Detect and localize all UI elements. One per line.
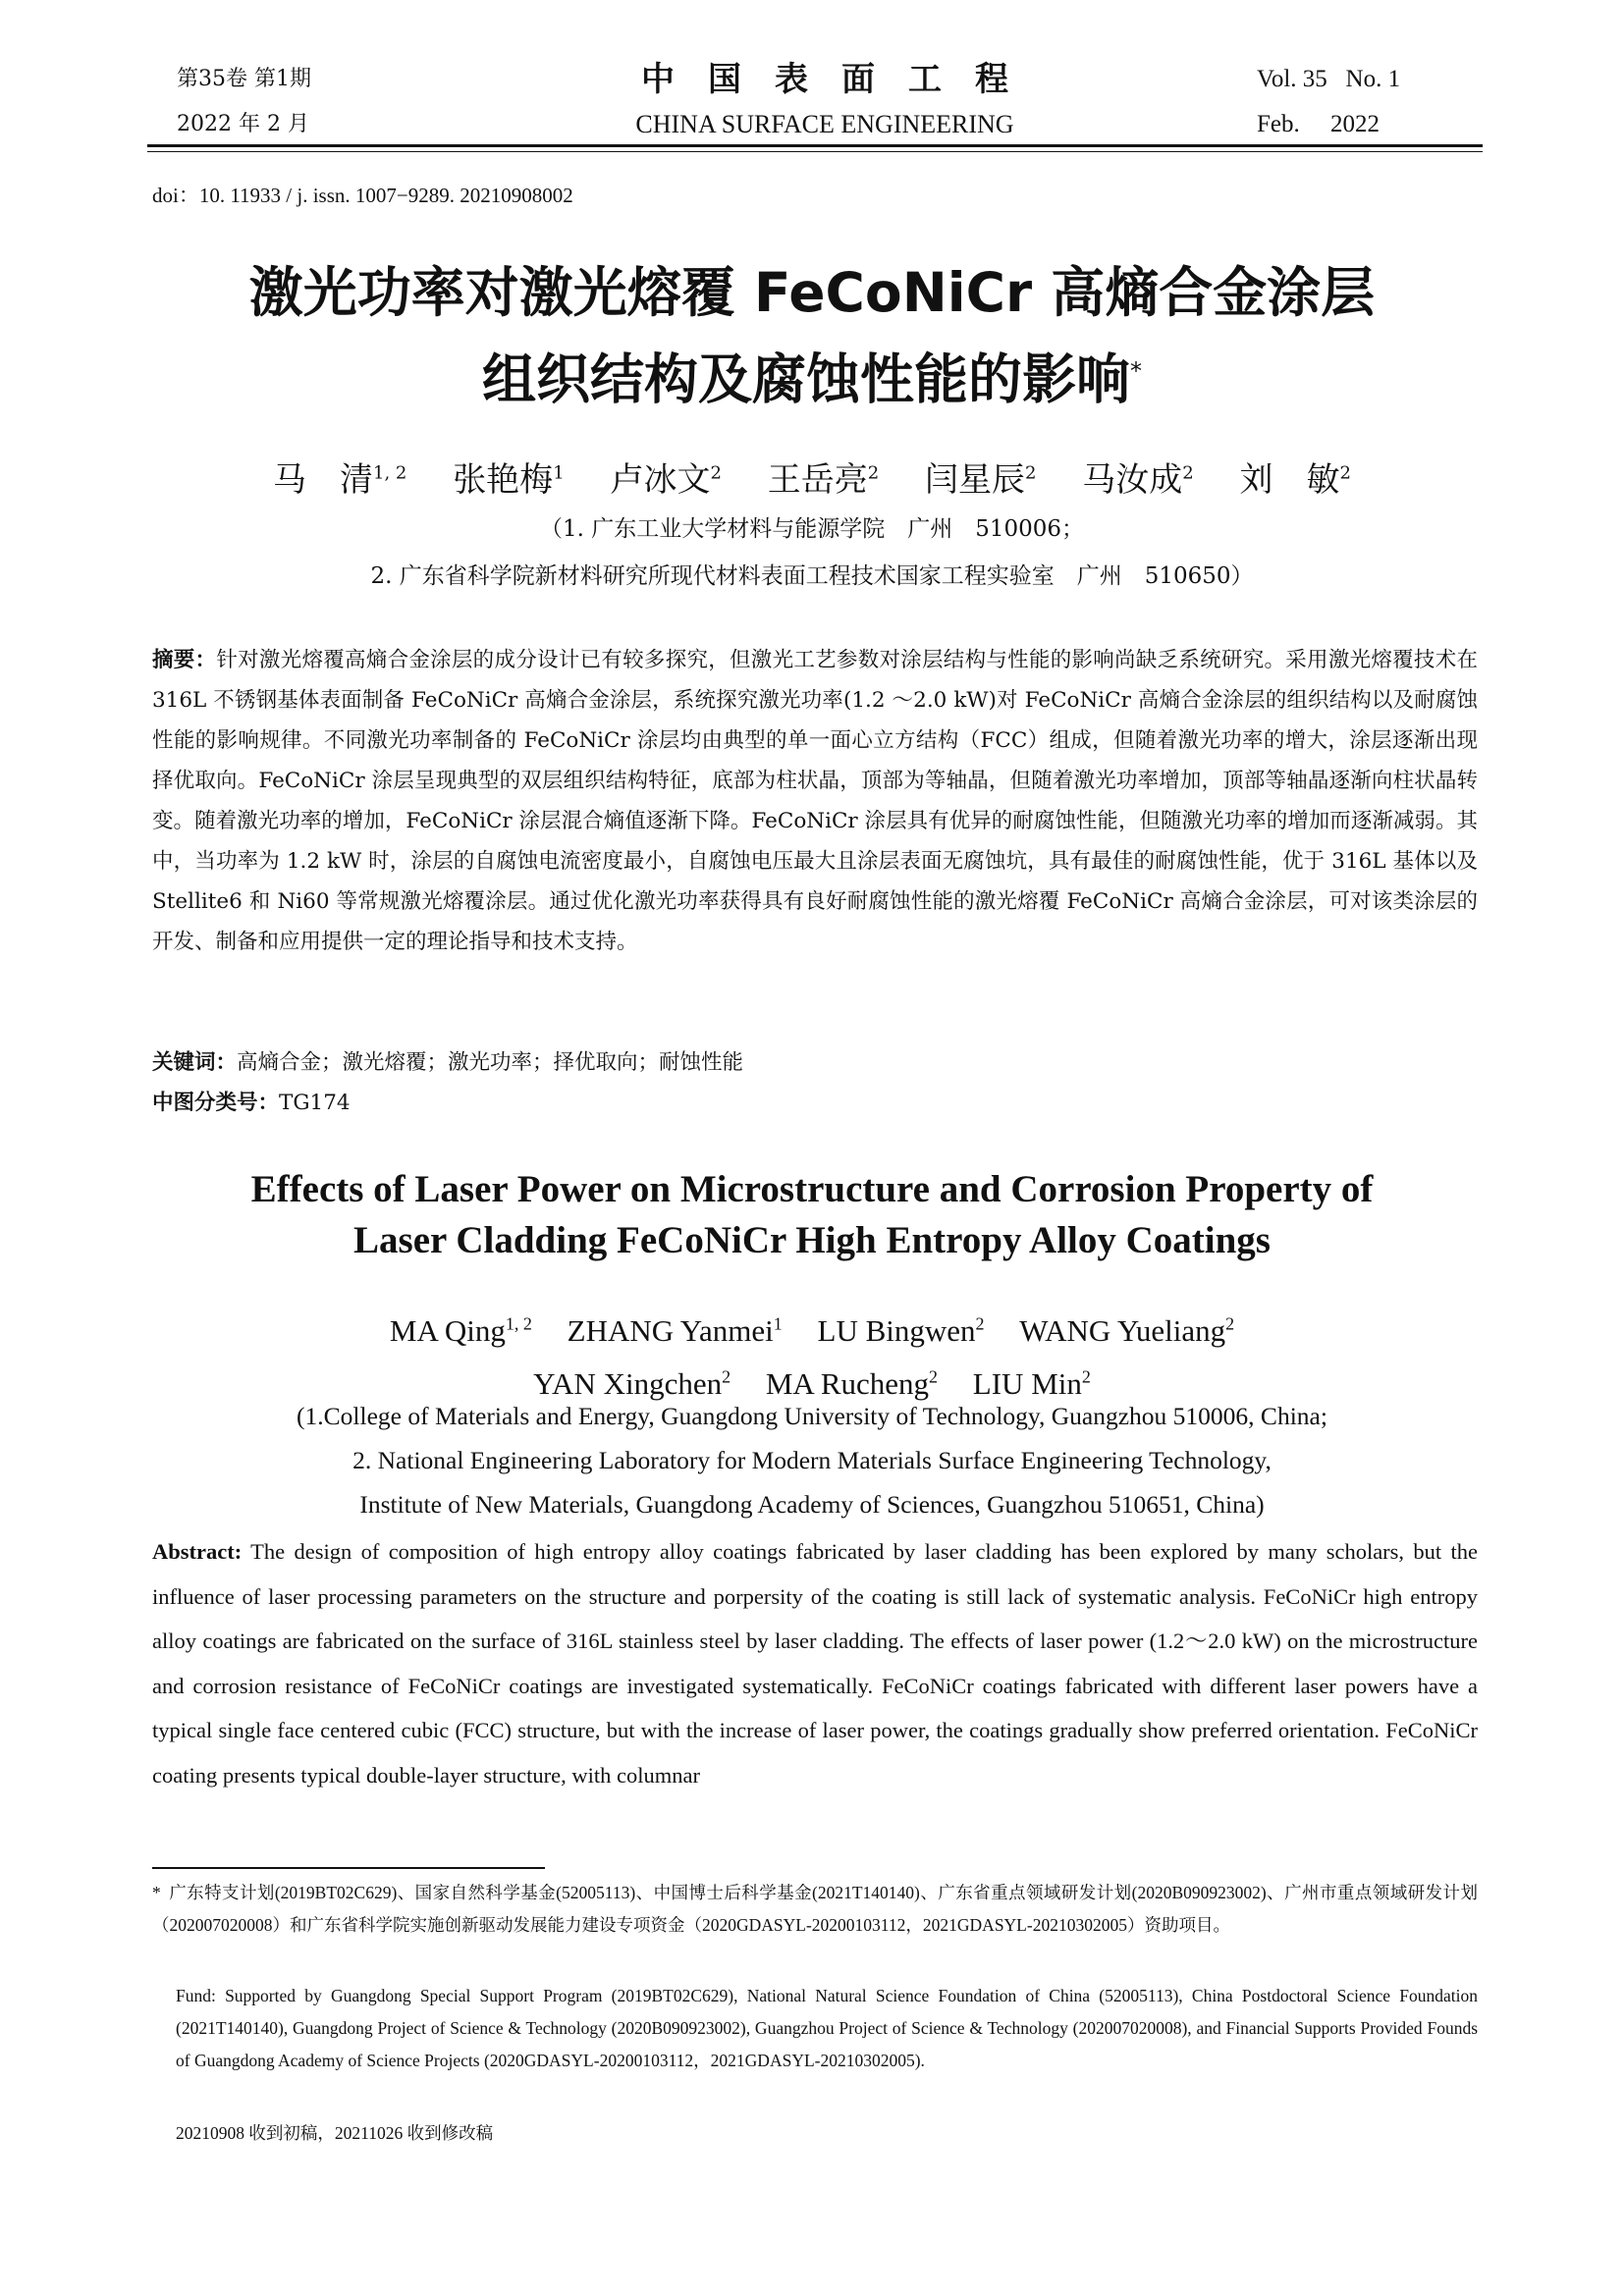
footnote-funding-cn-text: 广东特支计划(2019BT02C629)、国家自然科学基金(52005113)、中国博士后科学基金(2021T140140)、广东省重点领域研发计划(2020B090923002)、广州市重点领域研发计划（202007020008）和广东省科学院实施创新驱动发展能力建设专项资金（2020GDASYL-20200103112，2021GDASYL-20210302005）资助项目。	[152, 1883, 1478, 1935]
footnote-funding-cn	[152, 1877, 1478, 1942]
author-en: LU Bingwen$^2$	[817, 1313, 985, 1349]
affiliations-en	[98, 1394, 1526, 1526]
footnote-rule	[152, 1867, 545, 1869]
title-cn	[98, 253, 1526, 418]
header-date-cn: 2022 年 2 月	[177, 112, 309, 136]
author-cn: 卢冰文$^2$	[610, 460, 722, 501]
affiliation-en-1: (1.College of Materials and Energy, Guangdong University of Technology, Guangzhou 510006, China;	[297, 1402, 1327, 1430]
author-cn: 张艳梅$^1$	[453, 460, 565, 501]
title-en-line2: Laser Cladding FeCoNiCr High Entropy Alloy Coatings	[353, 1219, 1271, 1261]
affiliation-en-3: Institute of New Materials, Guangdong Academy of Sciences, Guangzhou 510651, China)	[359, 1490, 1265, 1519]
doi: doi：10. 11933 / j. issn. 1007−9289. 20210908002	[152, 184, 573, 207]
abstract-en-text: The design of composition of high entropy alloy coatings fabricated by laser cladding has been explored by many scholars, but the influence of laser processing parameters on the structure and porpersity of the coating is still lack of systematic analysis. FeCoNiCr high entropy alloy coatings are fabricated on the surface of 316L stainless steel by laser cladding. The effects of laser power (1.2～2.0 kW) on the microstructure and corrosion resistance of FeCoNiCr coatings are investigated systematically. FeCoNiCr coatings fabricated with different laser powers have a typical single face centered cubic (FCC) structure, but with the increase of laser power, the coatings gradually show preferred orientation. FeCoNiCr coating presents typical double-layer structure, with columnar	[152, 1539, 1478, 1788]
classification-cn-text: TG174	[279, 1091, 351, 1115]
title-footnote-mark: *	[1130, 357, 1142, 385]
abstract-cn	[152, 640, 1478, 962]
author-en: MA Rucheng$^2$	[765, 1365, 939, 1401]
authors-cn	[98, 450, 1526, 505]
authors-en	[98, 1302, 1526, 1407]
author-cn: 马 清$^{1, 2}$	[273, 460, 407, 501]
header-volume	[1257, 57, 1463, 147]
header-rule-thick	[147, 144, 1483, 147]
title-cn-line2	[98, 332, 1526, 418]
author-cn: 马汝成$^2$	[1082, 460, 1194, 501]
keywords-cn	[152, 1042, 1478, 1083]
header-journal	[550, 57, 1100, 147]
authors-en-line1	[98, 1302, 1526, 1354]
abstract-cn-label: 摘要：	[152, 648, 217, 672]
header-volume-issue-en: Vol. 35 No. 1	[1257, 66, 1401, 92]
keywords-cn-text: 高熵合金；激光熔覆；激光功率；择优取向；耐蚀性能	[237, 1050, 744, 1075]
abstract-en-label: Abstract:	[152, 1539, 243, 1564]
title-cn-line2-text: 组织结构及腐蚀性能的影响	[481, 347, 1130, 411]
header-rule-thin	[147, 151, 1483, 152]
title-en-line1: Effects of Laser Power on Microstructure and Corrosion Property of	[250, 1168, 1374, 1210]
journal-name-cn: 中国表面工程	[641, 60, 1042, 99]
affiliation-cn-2: 2. 广东省科学院新材料研究所现代材料表面工程技术国家工程实验室 广州 510650）	[370, 563, 1254, 589]
author-en: LIU Min$^2$	[972, 1365, 1091, 1401]
title-cn-line1: 激光功率对激光熔覆 FeCoNiCr 高熵合金涂层	[248, 261, 1376, 324]
footnote-star: *	[152, 1883, 161, 1902]
footnote-funding-en: Fund: Supported by Guangdong Special Support Program (2019BT02C629), National Natural Science Foundation of China (52005113), China Postdoctoral Science Foundation (2021T140140), Guangdong Project of Science & Technology (2020B090923002), Guangzhou Project of Science & Technology (202007020008), and Financial Supports Provided Founds of Guangdong Academy of Science Projects (2020GDASYL-20200103112，2021GDASYL-20210302005).	[176, 1986, 1478, 2070]
journal-name-en: CHINA SURFACE ENGINEERING	[635, 110, 1014, 138]
classification-cn-label: 中图分类号：	[152, 1091, 280, 1115]
keywords-cn-label: 关键词：	[152, 1050, 238, 1075]
header-date-en: Feb. 2022	[1257, 111, 1380, 137]
author-en: MA Qing$^{1, 2}$	[389, 1313, 532, 1349]
author-cn: 刘 敏$^2$	[1239, 460, 1351, 501]
affiliations-cn	[98, 506, 1526, 600]
classification-cn	[152, 1083, 1478, 1123]
author-cn: 王岳亮$^2$	[767, 460, 880, 501]
affiliation-cn-1: （1. 广东工业大学材料与能源学院 广州 510006；	[539, 516, 1085, 542]
author-en: ZHANG Yanmei$^1$	[567, 1313, 783, 1349]
author-cn: 闫星辰$^2$	[924, 460, 1037, 501]
header-issue	[177, 57, 432, 147]
footnote-received: 20210908 收到初稿，20211026 收到修改稿	[176, 2123, 494, 2143]
title-en	[98, 1164, 1526, 1266]
abstract-en	[152, 1529, 1478, 1797]
author-en: YAN Xingchen$^2$	[533, 1365, 731, 1401]
author-en: WANG Yueliang$^2$	[1019, 1313, 1235, 1349]
abstract-cn-text: 针对激光熔覆高熵合金涂层的成分设计已有较多探究，但激光工艺参数对涂层结构与性能的影响尚缺乏系统研究。采用激光熔覆技术在 316L 不锈钢基体表面制备 FeCoNiCr 高熵合金涂层，系统探究激光功率(1.2 ～2.0 kW)对 FeCoNiCr 高熵合金涂层的组织结构以及耐腐蚀性能的影响规律。不同激光功率制备的 FeCoNiCr 涂层均由典型的单一面心立方结构（FCC）组成，但随着激光功率的增大，涂层逐渐出现择优取向。FeCoNiCr 涂层呈现典型的双层组织结构特征，底部为柱状晶，顶部为等轴晶，但随着激光功率增加，顶部等轴晶逐渐向柱状晶转变。随着激光功率的增加，FeCoNiCr 涂层混合熵值逐渐下降。FeCoNiCr 涂层具有优异的耐腐蚀性能，但随激光功率的增加而逐渐减弱。其中，当功率为 1.2 kW 时，涂层的自腐蚀电流密度最小，自腐蚀电压最大且涂层表面无腐蚀坑，具有最佳的耐腐蚀性能，优于 316L 基体以及 Stellite6 和 Ni60 等常规激光熔覆涂层。通过优化激光功率获得具有良好耐腐蚀性能的激光熔覆 FeCoNiCr 高熵合金涂层，可对该类涂层的开发、制备和应用提供一定的理论指导和技术支持。	[152, 648, 1478, 954]
affiliation-en-2: 2. National Engineering Laboratory for Modern Materials Surface Engineering Technology,	[352, 1446, 1272, 1474]
header-volume-issue-cn: 第35卷 第1期	[177, 67, 311, 91]
